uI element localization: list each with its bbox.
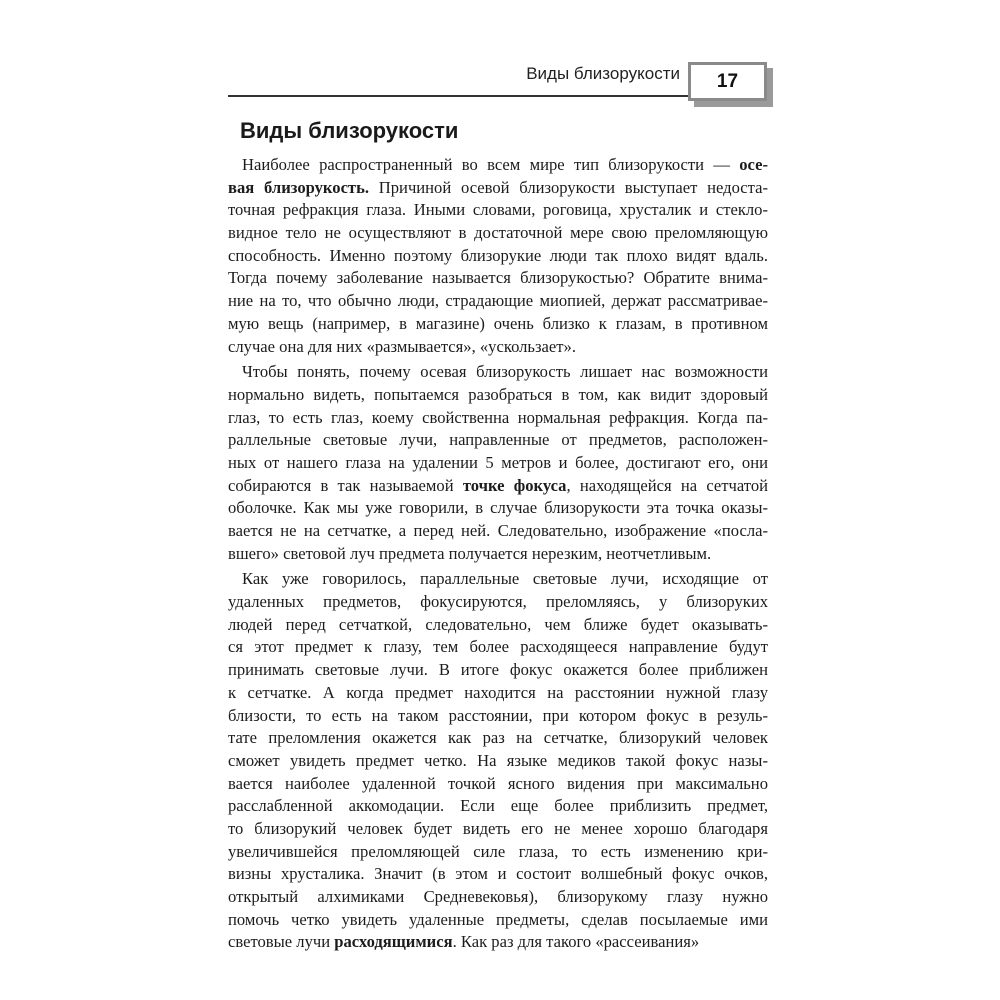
text-line: видное тело не осуществляют в достаточной мере свою преломляющую xyxy=(228,223,768,243)
text-line: Тогда почему заболевание называется близорукостью? Обратите внима- xyxy=(228,268,768,288)
text-line: случае она для них «размывается», «ускользает». xyxy=(228,336,576,356)
text-line: оболочке. Как мы уже говорили, в случае близорукости эта точка оказы- xyxy=(228,498,768,518)
text-line: ных от нашего глаза на удалении 5 метров и более, достигают его, они xyxy=(228,452,768,472)
bold-term: точке фокуса xyxy=(462,475,567,495)
text-line: тате преломления окажется как раз на сетчатке, близорукий человек xyxy=(228,728,768,748)
text-line: Чтобы понять, почему осевая близорукость лишает нас возможности xyxy=(242,362,768,382)
bold-term: расходящимися xyxy=(334,932,453,952)
paragraph xyxy=(228,154,768,358)
text-line: ся этот предмет к глазу, тем более расходящееся направление будут xyxy=(228,637,768,657)
text-line: открытый алхимиками Средневековья), близорукому глазу нужно xyxy=(228,887,768,906)
text-line: Как уже говорилось, параллельные световые лучи, исходящие от xyxy=(242,569,768,589)
text-line: вшего» световой луч предмета получается нерезким, неотчетливым. xyxy=(228,543,712,563)
text-line: собираются в так называемой точке фокуса, находящейся на сетчатой xyxy=(228,475,768,495)
text-line: близости, то есть на таком расстоянии, при котором фокус в резуль- xyxy=(228,705,768,725)
text-line: принимать световые лучи. В итоге фокус окажется более приближен xyxy=(228,660,768,680)
text-line: помочь четко увидеть удаленные предметы, сделав посылаемые ими xyxy=(228,909,768,929)
paragraph xyxy=(228,361,768,565)
text-line: Наиболее распространенный во всем мире тип близорукости — осе- xyxy=(242,155,768,174)
running-title: Виды близорукости xyxy=(526,64,680,83)
text-line: вается наиболее удаленной точкой ясного видения при максимально xyxy=(228,773,768,793)
paragraph xyxy=(228,568,768,954)
text-line: способность. Именно поэтому близорукие люди так плохо видят вдаль. xyxy=(228,245,768,265)
text-line: ние на то, что обычно люди, страдающие миопией, держат рассматривае- xyxy=(228,291,768,311)
text-line: людей перед сетчаткой, следовательно, чем ближе будет оказывать- xyxy=(228,614,768,634)
text-line: удаленных предметов, фокусируются, преломляясь, у близоруких xyxy=(228,592,768,612)
text-line: раллельные световые лучи, направленные от предметов, расположен- xyxy=(228,430,768,450)
text-line: визны хрусталика. Значит (в этом и состоит волшебный фокус очков, xyxy=(228,864,768,884)
text-line: увеличившейся преломляющей силе глаза, то есть изменению кри- xyxy=(228,841,768,861)
page-number: 17 xyxy=(716,70,739,92)
section-title: Виды близорукости xyxy=(240,118,459,143)
text-line: вая близорукость. Причиной осевой близорукости выступает недоста- xyxy=(228,177,768,197)
text-line: то близорукий человек будет видеть его не менее хорошо благодаря xyxy=(228,818,768,838)
header-rule xyxy=(228,95,688,97)
text-line: вается не на сетчатке, а перед ней. Следовательно, изображение «посла- xyxy=(228,521,768,540)
text-line: мую вещь (например, в магазине) очень близко к глазам, в противном xyxy=(228,313,768,333)
bold-term: вая близорукость. xyxy=(228,177,370,197)
text-line: к сетчатке. А когда предмет находится на расстоянии нужной глазу xyxy=(228,682,768,702)
text-line: глаз, то есть глаз, коему свойственна нормальная рефракция. Когда па- xyxy=(228,407,768,427)
body-text xyxy=(228,154,768,954)
text-line: световые лучи расходящимися. Как раз для такого «рассеивания» xyxy=(228,932,700,952)
page-number-box xyxy=(688,62,767,101)
text-line: расслабленной аккомодации. Если еще более приблизить предмет, xyxy=(228,796,768,816)
text-line: точная рефракция глаза. Иными словами, роговица, хрусталик и стекло- xyxy=(228,200,768,220)
text-line: сможет увидеть предмет четко. На языке медиков такой фокус назы- xyxy=(228,750,768,770)
text-line: нормально видеть, попытаемся разобраться в том, как видит здоровый xyxy=(228,384,768,404)
bold-term: осе- xyxy=(739,155,768,174)
